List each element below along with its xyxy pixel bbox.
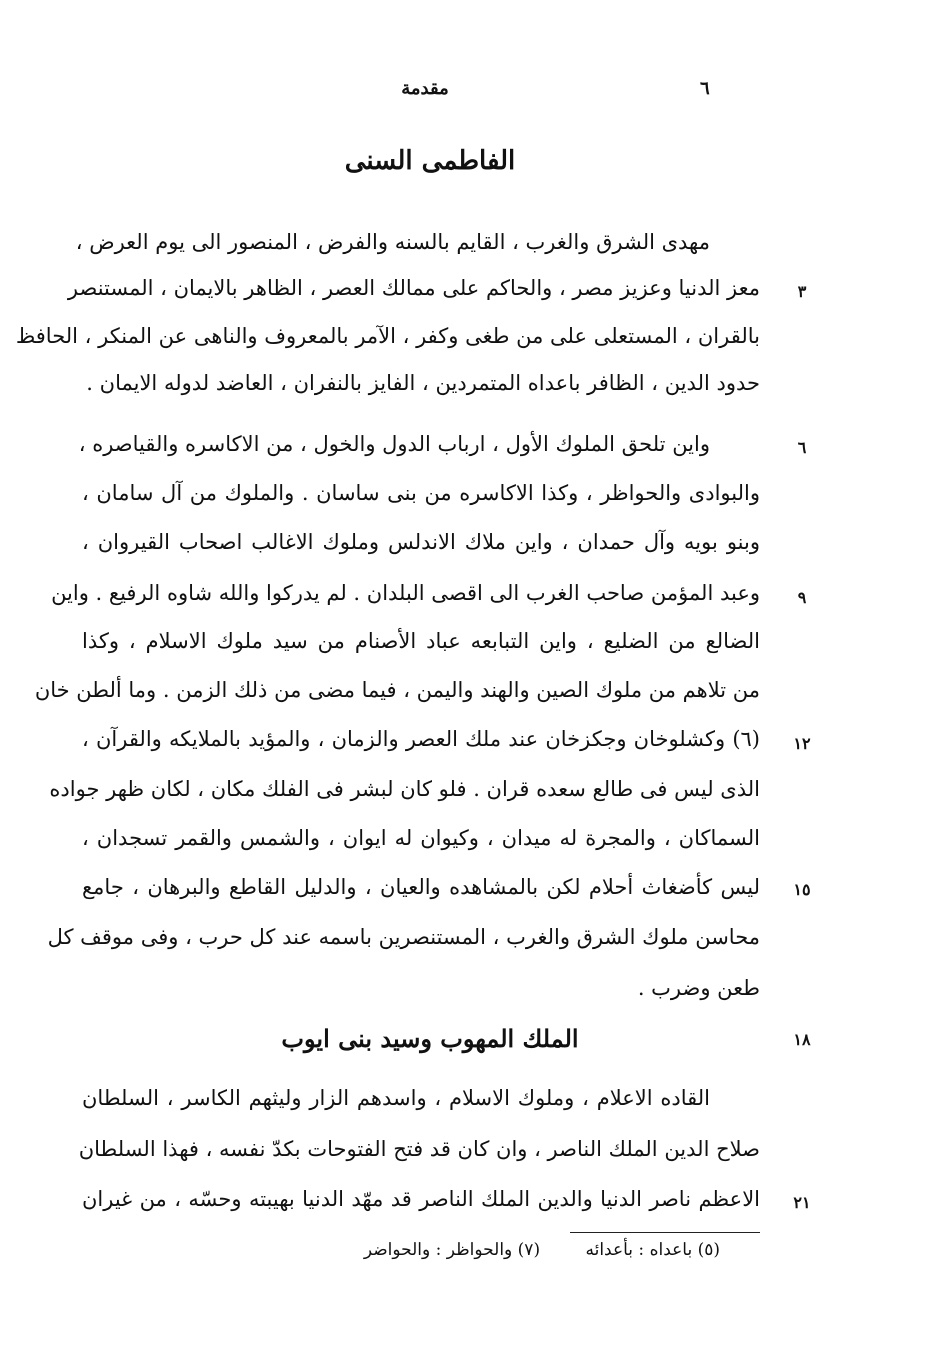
section-heading-ayyubid: الملك المهوب وسيد بنى ايوب xyxy=(281,1024,579,1053)
footnote-rule xyxy=(570,1232,760,1233)
line-number: ٩ xyxy=(797,588,807,607)
text-line: مهدى الشرق والغرب ، القايم بالسنه والفرض ، المنصور الى يوم العرض ، xyxy=(75,230,710,254)
text-line: وعبد المؤمن صاحب الغرب الى اقصى البلدان . لم يدركوا والله شاوه الرفيع . واين xyxy=(51,581,760,605)
text-line: ليس كأضغاث أحلام لكن بالمشاهده والعيان ، والدليل القاطع والبرهان ، جامع xyxy=(82,875,760,899)
line-number: ٦ xyxy=(797,438,807,457)
text-line: القاده الاعلام ، وملوك الاسلام ، واسدهم الزار وليثهم الكاسر ، السلطان xyxy=(82,1086,710,1110)
line-number: ٣ xyxy=(797,282,807,301)
text-line: الاعظم ناصر الدنيا والدين الملك الناصر قد مهّد الدنيا بهيبته وحسّه ، من غيران xyxy=(82,1187,761,1211)
text-line: (٦) وكشلوخان وجكزخان عند ملك العصر والزمان ، والمؤيد بالملايكه والقرآن ، xyxy=(82,727,760,751)
line-number: ٢١ xyxy=(793,1193,811,1212)
text-line: محاسن ملوك الشرق والغرب ، المستنصرين باسمه عند كل حرب ، وفى موقف كل xyxy=(47,925,760,949)
section-heading-fatimid: الفاطمى السنى xyxy=(344,146,516,176)
text-line: الضالع من الضليع ، واين التبابعه عباد الأصنام من سيد ملوك الاسلام ، وكذا xyxy=(82,629,760,653)
text-line: والبوادى والحواظر ، وكذا الاكاسره من بنى ساسان . والملوك من آل سامان ، xyxy=(82,481,760,505)
text-line: معز الدنيا وعزيز مصر ، والحاكم على ممالك العصر ، الظاهر بالايمان ، المستنصر xyxy=(67,276,760,300)
footnotes xyxy=(330,1240,720,1260)
text-line: السماكان ، والمجرة له ميدان ، وكيوان له ايوان ، والشمس والقمر تسجدان ، xyxy=(82,826,760,850)
running-title: مقدمة xyxy=(401,78,449,99)
text-line: حدود الدين ، الظافر باعداه المتمردين ، الفايز بالنفران ، العاضد لدوله الايمان . xyxy=(86,371,760,395)
text-line: طعن وضرب . xyxy=(637,976,760,1000)
page-number: ٦ xyxy=(700,78,710,99)
text-line: صلاح الدين الملك الناصر ، وان كان قد فتح الفتوحات بكدّ نفسه ، فهذا السلطان xyxy=(78,1137,760,1161)
text-line: بالقران ، المستعلى على من طغى وكفر ، الآمر بالمعروف والناهى عن المنكر ، الحافظ xyxy=(15,324,760,348)
text-line: واين تلحق الملوك الأول ، ارباب الدول والخول ، من الاكاسره والقياصره ، xyxy=(78,432,710,456)
line-number: ١٥ xyxy=(793,880,811,899)
text-line: من تلاهم من ملوك الصين والهند واليمن ، فيما مضى من ذلك الزمن . وما ألطن خان xyxy=(34,678,760,702)
footnote-5: (٥) باعداه : بأعدائه xyxy=(585,1240,720,1260)
text-line: الذى ليس فى طالع سعده قران . فلو كان لبشر فى الفلك مكان ، لكان ظهر جواده xyxy=(49,777,760,801)
text-line: وبنو بويه وآل حمدان ، واين ملاك الاندلس وملوك الاغالب اصحاب القيروان ، xyxy=(82,530,760,554)
footnote-7: (٧) والحواظر : والحواضر xyxy=(363,1240,541,1260)
line-number: ١٢ xyxy=(793,734,811,753)
line-number: ١٨ xyxy=(793,1030,811,1049)
